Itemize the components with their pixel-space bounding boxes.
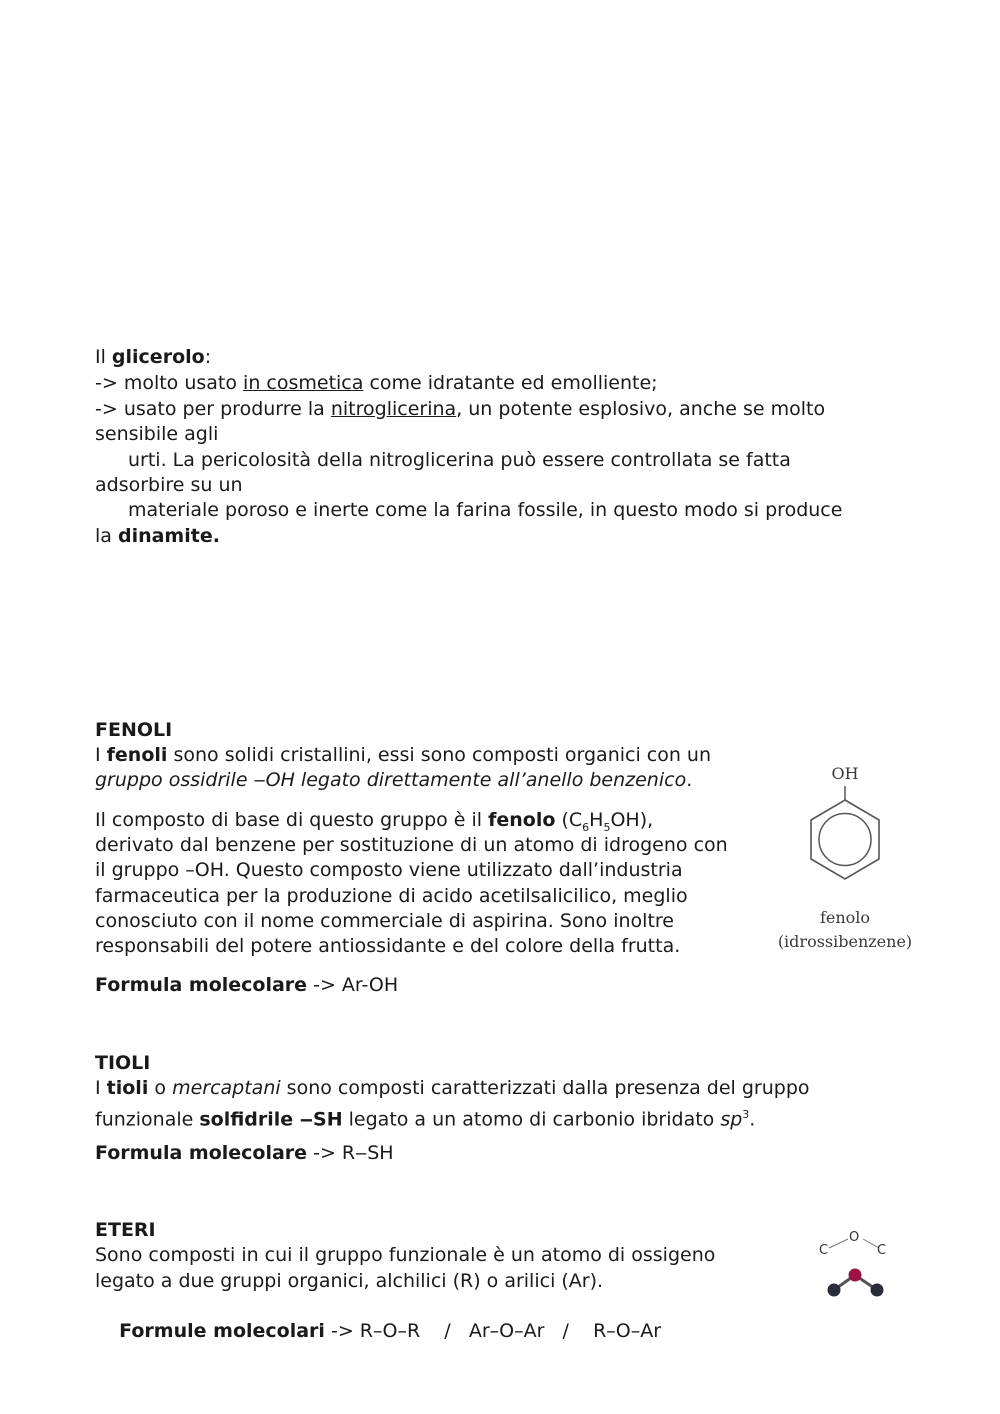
phenol-oh-label: OH [831, 764, 859, 783]
nitroglicerina-underline: nitroglicerina [330, 398, 457, 420]
tioli-formula: Formula molecolare -> R‒SH [95, 1142, 394, 1164]
ether-c1-label: C [819, 1243, 829, 1258]
glicerolo-line-3: -> usato per produrre la nitroglicerina, un potente esplosivo, anche se molto [95, 398, 826, 420]
tioli-heading: TIOLI [95, 1052, 151, 1074]
fenoli-p2-line-6: responsabili del potere antiossidante e del colore della frutta. [95, 935, 681, 957]
oxygen-atom-icon [849, 1269, 862, 1282]
eteri-formula: Formule molecolari -> R–O–R / Ar–O–Ar / R–O–Ar [119, 1320, 662, 1342]
dinamite-term: dinamite. [117, 525, 220, 547]
eteri-line-2: legato a due gruppi organici, alchilici (R) o arilici (Ar). [95, 1270, 604, 1292]
glicerolo-line-5: urti. La pericolosità della nitroglicerina può essere controllata se fatta [128, 449, 791, 471]
glicerolo-line-8: la dinamite. [95, 525, 220, 547]
cosmetica-underline: in cosmetica [243, 372, 364, 394]
glicerolo-line-1: Il glicerolo: [95, 346, 212, 368]
phenol-figure [777, 760, 913, 960]
phenol-alt-label: (idrossibenzene) [777, 932, 913, 951]
fenoli-p2-line-3: il gruppo –OH. Questo composto viene utilizzato dall’industria [95, 859, 683, 881]
fenoli-p1-line-2: gruppo ossidrile ‒OH legato direttamente all’anello benzenico. [95, 769, 693, 791]
phenol-name-label: fenolo [819, 908, 871, 927]
glicerolo-line-4: sensibile agli [95, 423, 219, 445]
fenoli-p1-line-1: I fenoli sono solidi cristallini, essi sono composti organici con un [95, 744, 712, 766]
ether-figure [815, 1228, 895, 1303]
eteri-heading: ETERI [95, 1219, 156, 1241]
fenoli-p2-line-2: derivato dal benzene per sostituzione di un atomo di idrogeno con [95, 834, 728, 856]
glicerolo-line-6: adsorbire su un [95, 474, 243, 496]
carbon-atom-right-icon [871, 1284, 884, 1297]
ether-o-label: O [849, 1230, 860, 1245]
glicerolo-term: glicerolo [111, 346, 205, 368]
fenoli-heading: FENOLI [95, 719, 173, 741]
glicerolo-line-2: -> molto usato in cosmetica come idratante ed emolliente; [95, 372, 658, 394]
eteri-line-1: Sono composti in cui il gruppo funzionale è un atomo di ossigeno [95, 1244, 716, 1266]
carbon-atom-left-icon [828, 1284, 841, 1297]
glicerolo-line-7: materiale poroso e inerte come la farina fossile, in questo modo si produce [128, 499, 843, 521]
tioli-line-2: funzionale solfidrile ‒SH legato a un atomo di carbonio ibridato $sp^3$. [95, 1108, 756, 1131]
benzene-ring-icon [780, 760, 910, 960]
fenoli-p2-line-4: farmaceutica per la produzione di acido acetilsalicilico, meglio [95, 885, 688, 907]
ether-c2-label: C [877, 1243, 887, 1258]
tioli-line-1: I tioli o mercaptani sono composti caratterizzati dalla presenza del gruppo [95, 1077, 810, 1099]
fenoli-p2-line-5: conosciuto con il nome commerciale di aspirina. Sono inoltre [95, 910, 674, 932]
fenoli-p2-line-1: Il composto di base di questo gruppo è il fenolo $(C_6H_5OH)$, [95, 809, 654, 834]
fenoli-formula: Formula molecolare -> Ar-OH [95, 974, 399, 996]
